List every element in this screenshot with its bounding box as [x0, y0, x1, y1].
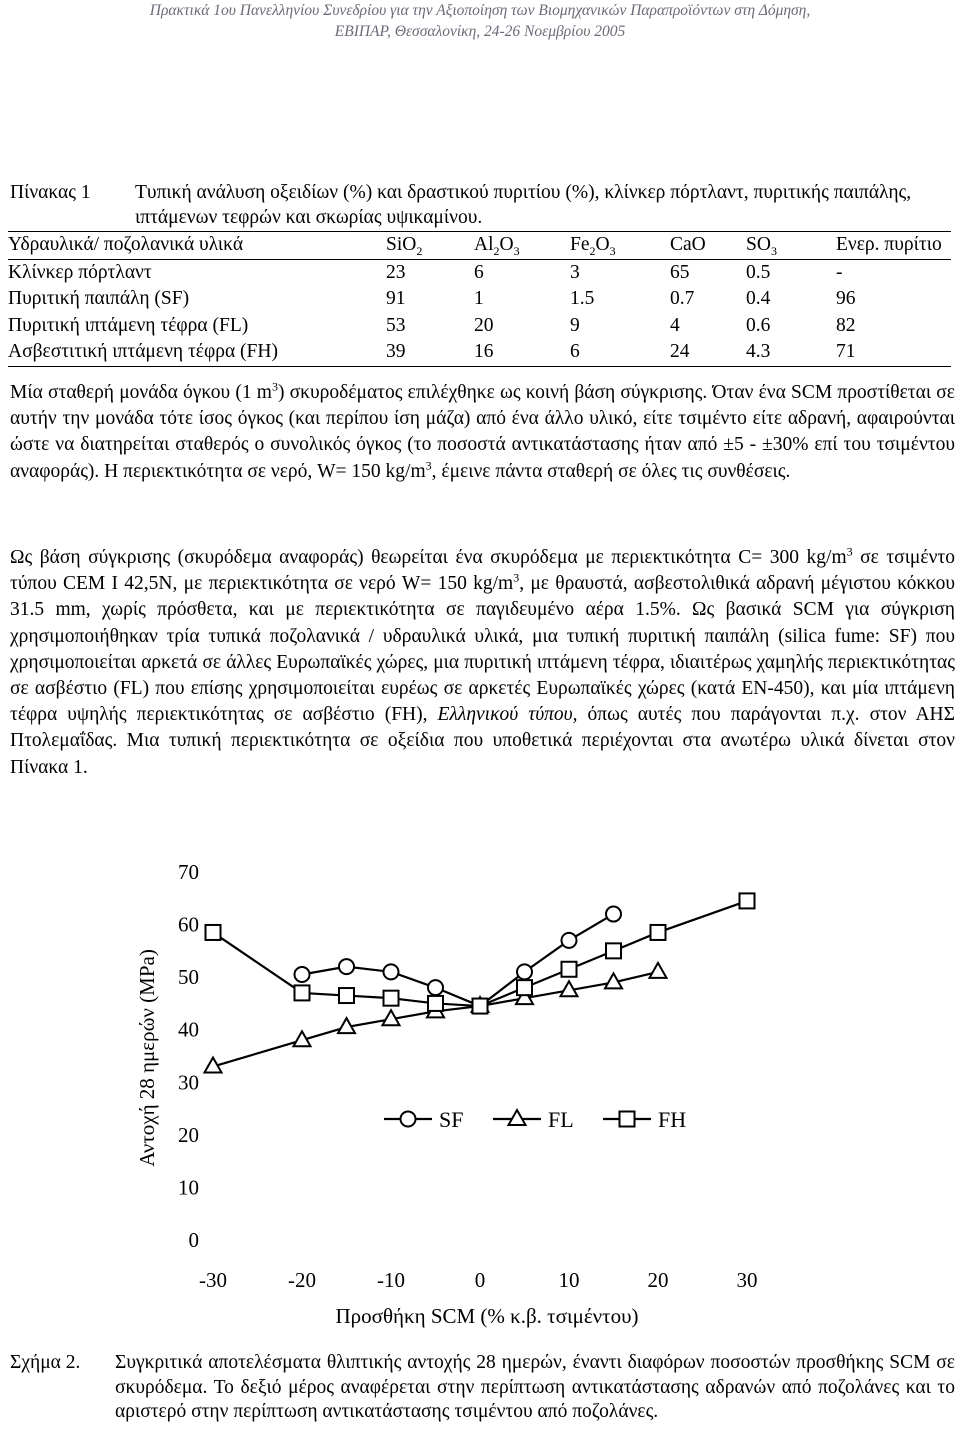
- x-tick-label: 0: [474, 1268, 486, 1292]
- legend-marker-sf: [401, 1112, 416, 1127]
- x-tick-label: -30: [199, 1268, 227, 1292]
- data-point-sf: [384, 964, 399, 979]
- series-group: [205, 893, 755, 1072]
- data-point-sf: [517, 964, 532, 979]
- x-tick-labels: [199, 1268, 758, 1292]
- cell-active-si: -: [836, 261, 843, 283]
- table-row: [8, 339, 951, 366]
- data-point-fh: [740, 893, 755, 908]
- table-header-row: [8, 232, 951, 260]
- col-header-cao: CaO: [670, 232, 746, 260]
- cell-so3: 0.6: [746, 314, 771, 336]
- data-point-fh: [562, 962, 577, 977]
- table-row: [8, 286, 951, 313]
- data-point-fh: [606, 943, 621, 958]
- cell-fe2o3: 1.5: [570, 288, 595, 310]
- cell-cao: 24: [670, 339, 746, 366]
- figure-caption-text: Συγκριτικά αποτελέσματα θλιπτικής αντοχής 28 ημερών, έναντι διαφόρων ποσοστών προσθήκης SCM σε σκυρόδεμα. Το δεξιό μέρος αναφέρεται στην περίπτωση αντικατάστασης αδρανών από ποζολάνες και το αριστερό στην περίπτωση αντικατάστασης τσιμέντου από ποζολάνες.: [115, 1352, 955, 1422]
- cell-sio2: 39: [386, 339, 474, 366]
- cell-active-si: 71: [836, 339, 951, 366]
- cell-cao: 4: [670, 314, 680, 336]
- y-tick-labels: [178, 860, 199, 1252]
- cell-sio2: 91: [386, 288, 406, 310]
- figure-label: Σχήμα 2.: [10, 1352, 81, 1373]
- data-point-sf: [428, 980, 443, 995]
- y-tick-label: 20: [178, 1122, 199, 1147]
- x-tick-label: 30: [736, 1268, 758, 1292]
- data-point-fh: [206, 925, 221, 940]
- x-tick-label: 10: [558, 1268, 580, 1292]
- header-line-2: ΕΒΙΠΑΡ, Θεσσαλονίκη, 24-26 Νοεμβρίου 2005: [334, 23, 626, 40]
- header-line-1: Πρακτικά 1ου Πανελληνίου Συνεδρίου για την Αξιοποίηση των Βιομηχανικών Παραπροϊόντων στη Δόμηση,: [149, 2, 811, 19]
- y-tick-label: 30: [178, 1070, 199, 1095]
- cell-material: Πυριτική παιπάλη (SF): [8, 288, 190, 310]
- cell-material: Πυριτική ιπτάμενη τέφρα (FL): [8, 314, 249, 336]
- legend-label: SF: [439, 1107, 464, 1132]
- cell-al2o3: 1: [474, 288, 484, 310]
- cell-fe2o3: 6: [570, 339, 670, 366]
- y-axis-label: Αντοχή 28 ημερών (MPa): [135, 949, 159, 1167]
- legend-label: FL: [548, 1107, 574, 1132]
- y-tick-label: 50: [178, 965, 199, 990]
- data-point-fh: [428, 996, 443, 1011]
- y-tick-label: 0: [188, 1228, 199, 1252]
- data-point-sf: [562, 933, 577, 948]
- data-point-fh: [295, 985, 310, 1000]
- cell-so3: 0.4: [746, 288, 771, 310]
- legend-marker-fl: [509, 1110, 526, 1125]
- col-header-fe2o3: $Fe_2O_3$: [570, 232, 670, 260]
- y-tick-label: 10: [178, 1175, 199, 1200]
- table-caption-text: Τυπική ανάλυση οξειδίων (%) και δραστικού πυριτίου (%), κλίνκερ πόρτλαντ, πυριτικής παιπάλης, ιπτάμενων τεφρών και σκωρίας υψικαμίνου.: [135, 182, 912, 228]
- cell-active-si: 96: [836, 288, 856, 310]
- y-tick-label: 40: [178, 1017, 199, 1042]
- cell-cao: 65: [670, 261, 690, 283]
- table-label: Πίνακας 1: [10, 182, 91, 203]
- x-tick-label: -20: [288, 1268, 316, 1292]
- y-tick-label: 60: [178, 912, 199, 937]
- col-header-sio2: SiO$_2$: [386, 232, 474, 260]
- data-point-fh: [473, 999, 488, 1014]
- x-tick-label: -10: [377, 1268, 405, 1292]
- table-row: [8, 313, 951, 340]
- data-point-sf: [339, 959, 354, 974]
- col-header-active-si: Ενερ. πυρίτιο: [836, 232, 951, 260]
- col-header-material: Υδραυλικά/ ποζολανικά υλικά: [8, 232, 386, 260]
- data-point-fh: [651, 925, 666, 940]
- series-line-fh: [213, 901, 747, 1006]
- x-tick-label: 20: [647, 1268, 669, 1292]
- y-tick-label: 70: [178, 860, 199, 884]
- paragraph-reference-concrete: Ως βάση σύγκρισης (σκυρόδεμα αναφοράς) θεωρείται ένα σκυρόδεμα με περιεκτικότητα C= 300 $kg/m^3$ σε τσιμέντο τύπου CEM I 42,5N, με περιεκτικότητα σε νερό W= 150 $kg/m^3$, με θραυστά, ασβεστολιθικά αδρανή μέγιστου κόκκου 31.5 mm, χωρίς πρόσθετα, και με περιεκτικότητα σε παγιδευμένο αέρα 1.5%. Ως βασικά SCM για σύγκριση χρησιμοποιήθηκαν τρία τυπικά ποζολανικά / υδραυλικά υλικά, μια τυπική πυριτική παιπάλη (silica fume: SF) που χρησιμοποιείται αρκετά σε άλλες Ευρωπαϊκές χώρες, μια πυριτική ιπτάμενη τέφρα, ιδιαιτέρως χαμηλής περιεκτικότητας σε ασβέστιο (FL) που επίσης χρησιμοποιείται ευρέως σε αρκετές Ευρωπαϊκές χώρες (κατά ΕΝ-450), και μία ιπτάμενη τέφρα υψηλής περιεκτικότητας σε ασβέστιο (FH), Ελληνικού τύπου, όπως αυτές που παράγονται π.χ. στον ΑΗΣ Πτολεμαΐδας. Μια τυπική περιεκτικότητα σε οξείδια που υποθετικά περιέχονται στα ανωτέρω υλικά δίνεται στον Πίνακα 1.: [10, 544, 955, 778]
- x-axis-label: Προσθήκη SCM (% κ.β. τσιμέντου): [335, 1304, 639, 1328]
- cell-fe2o3: 3: [570, 261, 580, 283]
- data-point-fh: [339, 988, 354, 1003]
- legend-item-fh: [603, 1107, 686, 1132]
- legend-item-sf: [384, 1107, 463, 1132]
- col-header-al2o3: $Al_2O_3$: [474, 232, 570, 260]
- cell-sio2: 23: [386, 261, 406, 283]
- data-point-sf: [295, 967, 310, 982]
- cell-fe2o3: 9: [570, 314, 580, 336]
- legend-item-fl: [493, 1107, 574, 1132]
- data-point-fl: [650, 963, 667, 978]
- cell-so3: 0.5: [746, 261, 771, 283]
- cell-material: Κλίνκερ πόρτλαντ: [8, 261, 152, 283]
- data-point-fh: [384, 991, 399, 1006]
- data-point-fh: [517, 980, 532, 995]
- cell-al2o3: 6: [474, 261, 484, 283]
- legend-marker-fh: [620, 1112, 635, 1127]
- paragraph-unit-volume: Μία σταθερή μονάδα όγκου (1 $m^3$) σκυροδέματος επιλέχθηκε ως κοινή βάση σύγκρισης. Όταν ένα SCM προστίθεται σε αυτήν την μονάδα τότε ίσος όγκος (και περίπου ίση μάζα) από ένα άλλο υλικό, είτε τσιμέντο είτε αδρανή, αφαιρούνται ώστε να διατηρείται σταθερός ο συνολικός όγκος (το ποσοστά αντικατάστασης ήταν από ±5 - ±30% επί του τσιμέντου αναφοράς). Η περιεκτικότητα σε νερό, W= 150 $kg/m^3$, έμεινε πάντα σταθερή σε όλες τις συνθέσεις.: [10, 379, 955, 482]
- cell-cao: 0.7: [670, 288, 695, 310]
- oxide-table: [8, 231, 951, 367]
- chart-legend: [384, 1107, 686, 1132]
- cell-al2o3: 20: [474, 314, 494, 336]
- cell-active-si: 82: [836, 314, 856, 336]
- legend-label: FH: [658, 1107, 687, 1132]
- data-point-sf: [606, 907, 621, 922]
- cell-sio2: 53: [386, 314, 406, 336]
- table-row: [8, 259, 951, 286]
- cell-material: Ασβεστιτική ιπτάμενη τέφρα (FH): [8, 339, 386, 366]
- strength-chart: [0, 840, 960, 1345]
- cell-al2o3: 16: [474, 339, 570, 366]
- cell-so3: 4.3: [746, 339, 836, 366]
- col-header-so3: $SO_3$: [746, 232, 836, 260]
